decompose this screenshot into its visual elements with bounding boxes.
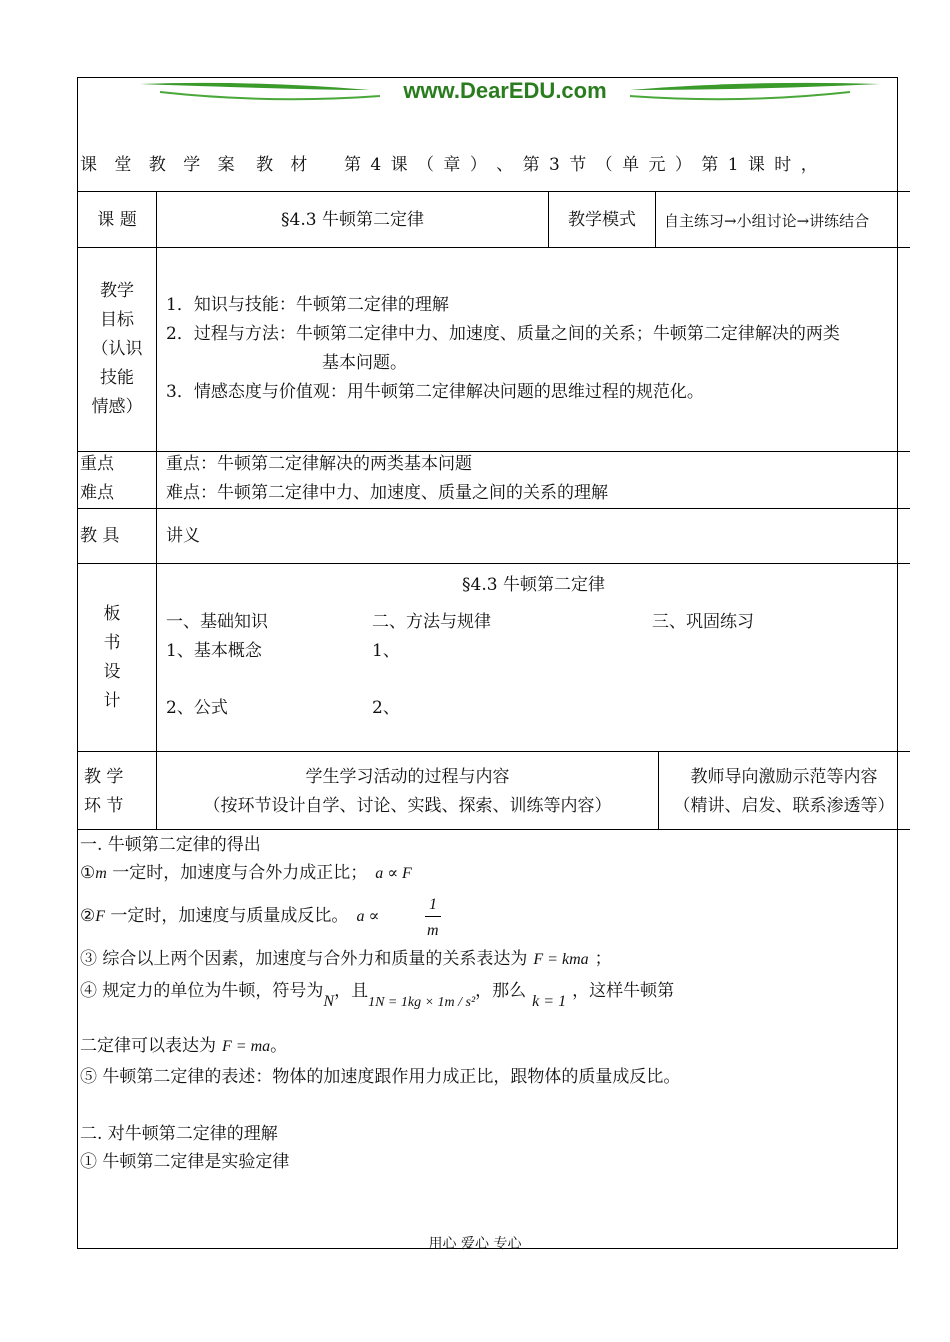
section-1-title: 一. 牛顿第二定律的得出 (80, 835, 261, 855)
board-col2-item: 1、 (372, 641, 400, 661)
board-col1-item: 2、公式 (166, 698, 228, 718)
rule (77, 247, 910, 248)
board-title: §4.3 牛顿第二定律 (462, 575, 605, 595)
rule (77, 191, 910, 192)
goal-item: 2．过程与方法：牛顿第二定律中力、加速度、质量之间的关系；牛顿第二定律解决的两类 (166, 324, 840, 344)
section-2-title: 二. 对牛顿第二定律的理解 (80, 1124, 278, 1144)
goal-item: 1．知识与技能：牛顿第二定律的理解 (166, 295, 449, 315)
header-lesson: 第 4 课 （ 章 ） 、 第 3 节 （ 单 元 ） 第 1 课 时 ， (344, 155, 820, 175)
board-col1-item: 1、基本概念 (166, 641, 262, 661)
content-line-1: ①m 一定时，加速度与合外力成正比； a ∝ F (80, 863, 412, 883)
board-col2-item: 2、 (372, 698, 400, 718)
difficulty-point: 难点：牛顿第二定律中力、加速度、质量之间的关系的理解 (166, 483, 608, 503)
goals-label: （认识 (91, 339, 143, 359)
board-col1-heading: 一、基础知识 (166, 612, 268, 632)
key-point: 重点：牛顿第二定律解决的两类基本问题 (166, 454, 472, 474)
svg-text:www.DearEDU.com: www.DearEDU.com (403, 78, 607, 103)
difficulty-label: 难点 (80, 483, 114, 503)
fraction-numerator: 1 (429, 896, 437, 913)
header-textbook: 教 材 (256, 155, 314, 175)
teacher-column-sub: （精讲、启发、联系渗透等） (673, 796, 895, 816)
rule (77, 751, 910, 752)
goals-label: 情感） (91, 397, 143, 417)
board-label: 计 (103, 691, 121, 711)
goal-item: 基本问题。 (322, 353, 407, 373)
goal-item: 3．情感态度与价值观：用牛顿第二定律解决问题的思维过程的规范化。 (166, 382, 704, 402)
tools-label: 教 具 (80, 526, 120, 546)
tools-value: 讲义 (166, 526, 200, 546)
page-footer: 用心 爱心 专心 (428, 1236, 522, 1252)
phase-label: 教 学 (84, 767, 124, 787)
rule (77, 451, 910, 452)
goals-label: 教学 (100, 281, 134, 301)
board-label: 书 (103, 633, 121, 653)
student-column-sub: （按环节设计自学、讨论、实践、探索、训练等内容） (203, 796, 612, 816)
goals-label: 目标 (100, 310, 134, 330)
fraction-bar (425, 916, 441, 917)
board-label: 板 (103, 604, 121, 624)
board-label: 设 (103, 662, 121, 682)
topic-title: §4.3 牛顿第二定律 (281, 210, 424, 230)
fraction-denominator: m (427, 922, 439, 939)
mode-value: 自主练习→小组讨论→讲练结合 (664, 212, 870, 230)
rule (77, 563, 910, 564)
content-line-5: 二定律可以表达为 F = ma。 (80, 1036, 288, 1056)
rule (658, 751, 659, 829)
rule (77, 829, 910, 830)
mode-label: 教学模式 (568, 210, 636, 230)
content-line-2: ②F 一定时，加速度与质量成反比。 a ∝ (80, 906, 380, 926)
goals-label: 技能 (100, 368, 134, 388)
rule (77, 508, 910, 509)
content-line-6: ⑤ 牛顿第二定律的表述：物体的加速度跟作用力成正比，跟物体的质量成反比。 (80, 1067, 681, 1087)
content-line-3: ③ 综合以上两个因素，加速度与合外力和质量的关系表达为 F = kma ； (80, 949, 612, 969)
board-col2-heading: 二、方法与规律 (372, 612, 491, 632)
board-col3-heading: 三、巩固练习 (652, 612, 754, 632)
header-title: 课 堂 教 学 案 (80, 155, 241, 175)
student-column-title: 学生学习活动的过程与内容 (305, 767, 510, 787)
content-line-7: ① 牛顿第二定律是实验定律 (80, 1152, 290, 1172)
phase-label: 环 节 (84, 796, 124, 816)
dearedu-logo (130, 78, 890, 108)
key-label: 重点 (80, 454, 114, 474)
content-line-4: ④ 规定力的单位为牛顿，符号为N，且$_{1N = 1kg \times 1m / s^2}$，那么k = 1，这样牛顿第 (80, 981, 675, 1010)
topic-label: 课 题 (97, 210, 137, 230)
rule (156, 191, 157, 829)
teacher-column-title: 教师导向激励示范等内容 (690, 767, 878, 787)
rule (655, 191, 656, 247)
